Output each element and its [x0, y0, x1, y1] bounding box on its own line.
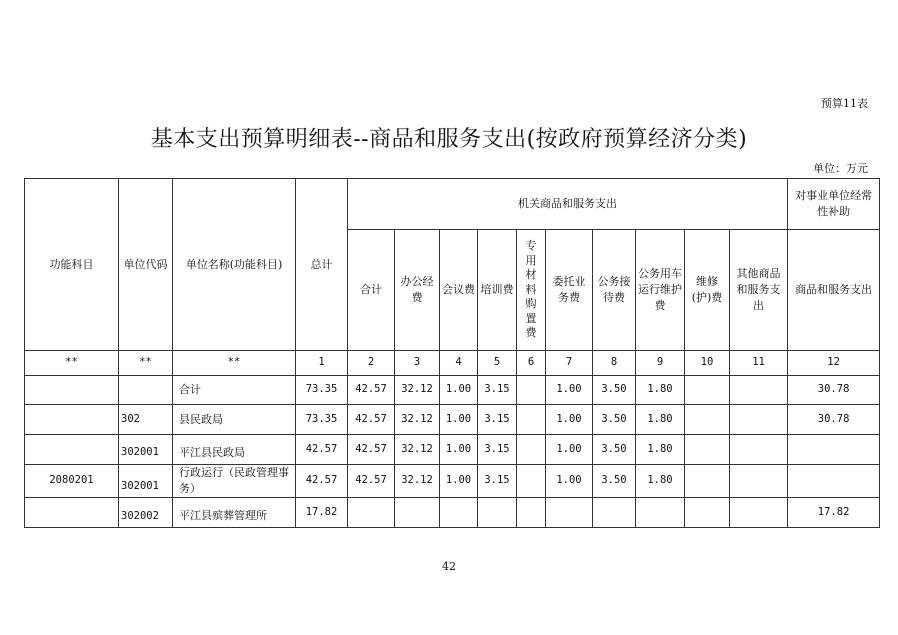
cell-func-subject: [25, 434, 119, 464]
index-cell: 8: [593, 351, 636, 376]
page-number: 42: [442, 560, 456, 573]
cell-peixun: 3.15: [478, 375, 517, 405]
cell-peixun: 3.15: [478, 434, 517, 464]
index-cell: 9: [636, 351, 685, 376]
cell-unit-code: [119, 375, 173, 405]
index-cell: 11: [730, 351, 788, 376]
table-row: [25, 434, 880, 464]
header-col-qita: 其他商品和服务支出: [730, 230, 788, 351]
header-org-group: 机关商品和服务支出: [348, 179, 788, 230]
header-subsidy-group: 对事业单位经常性补助: [788, 179, 880, 230]
index-cell: 10: [685, 351, 730, 376]
index-cell: 6: [517, 351, 546, 376]
header-func-subject: 功能科目: [25, 179, 119, 351]
cell-bangong: [395, 498, 440, 528]
table-row: [25, 375, 880, 405]
index-cell: 5: [478, 351, 517, 376]
index-cell: 2: [348, 351, 395, 376]
cell-bangong: 32.12: [395, 375, 440, 405]
cell-weixiu: [685, 464, 730, 498]
cell-gongwuche: 1.80: [636, 464, 685, 498]
header-total: 总计: [296, 179, 348, 351]
cell-qita: [730, 464, 788, 498]
cell-unit-code: 302: [119, 405, 173, 435]
header-col-heji: 合计: [348, 230, 395, 351]
header-col-zhuanyong-char: 用: [525, 253, 537, 267]
header-col-zhuanyong-char: 费: [525, 326, 537, 340]
cell-shangpin: [788, 464, 880, 498]
cell-weituo: [546, 498, 593, 528]
cell-weituo: 1.00: [546, 434, 593, 464]
cell-huiyi: 1.00: [440, 434, 478, 464]
header-col-gongwuche: 公务用车运行维护费: [636, 230, 685, 351]
header-col-zhuanyong: [517, 230, 546, 351]
cell-total: 42.57: [296, 464, 348, 498]
cell-gongwuche: 1.80: [636, 375, 685, 405]
cell-unit-name: 县民政局: [173, 405, 296, 435]
index-cell: **: [119, 351, 173, 376]
header-col-zhuanyong-char: 专: [525, 239, 537, 253]
cell-weixiu: [685, 498, 730, 528]
cell-jiedai: 3.50: [593, 464, 636, 498]
cell-unit-code: 302001: [119, 434, 173, 464]
cell-jiedai: 3.50: [593, 434, 636, 464]
index-cell: **: [173, 351, 296, 376]
cell-heji: [348, 498, 395, 528]
cell-weituo: 1.00: [546, 405, 593, 435]
budget-table: [24, 178, 880, 528]
cell-gongwuche: 1.80: [636, 405, 685, 435]
cell-qita: [730, 405, 788, 435]
cell-zhuanyong: [517, 434, 546, 464]
cell-unit-name: 平江县民政局: [173, 434, 296, 464]
cell-peixun: 3.15: [478, 405, 517, 435]
cell-shangpin: 17.82: [788, 498, 880, 528]
header-col-shangpin: 商品和服务支出: [788, 230, 880, 351]
cell-unit-name: 平江县殡葬管理所: [173, 498, 296, 528]
index-cell: 7: [546, 351, 593, 376]
cell-weixiu: [685, 434, 730, 464]
index-cell: 4: [440, 351, 478, 376]
header-col-bangong: 办公经费: [395, 230, 440, 351]
cell-total: 73.35: [296, 405, 348, 435]
cell-qita: [730, 375, 788, 405]
cell-huiyi: [440, 498, 478, 528]
header-col-huiyi: 会议费: [440, 230, 478, 351]
cell-peixun: [478, 498, 517, 528]
cell-unit-code: 302001: [119, 464, 173, 498]
header-col-jiedai: 公务接待费: [593, 230, 636, 351]
cell-total: 73.35: [296, 375, 348, 405]
cell-jiedai: [593, 498, 636, 528]
cell-heji: 42.57: [348, 405, 395, 435]
index-cell: 3: [395, 351, 440, 376]
cell-jiedai: 3.50: [593, 405, 636, 435]
cell-unit-name: 合计: [173, 375, 296, 405]
cell-weituo: 1.00: [546, 464, 593, 498]
cell-func-subject: [25, 375, 119, 405]
cell-unit-code: 302002: [119, 498, 173, 528]
cell-total: 42.57: [296, 434, 348, 464]
cell-weituo: 1.00: [546, 375, 593, 405]
header-col-zhuanyong-char: 置: [525, 311, 537, 325]
header-col-peixun: 培训费: [478, 230, 517, 351]
cell-func-subject: [25, 498, 119, 528]
index-row: [25, 351, 880, 376]
index-cell: **: [25, 351, 119, 376]
cell-huiyi: 1.00: [440, 405, 478, 435]
cell-zhuanyong: [517, 498, 546, 528]
cell-bangong: 32.12: [395, 405, 440, 435]
table-row: [25, 464, 880, 498]
cell-jiedai: 3.50: [593, 375, 636, 405]
cell-gongwuche: [636, 498, 685, 528]
cell-qita: [730, 498, 788, 528]
header-col-weituo: 委托业务费: [546, 230, 593, 351]
cell-zhuanyong: [517, 464, 546, 498]
index-cell: 12: [788, 351, 880, 376]
cell-shangpin: 30.78: [788, 405, 880, 435]
cell-qita: [730, 434, 788, 464]
cell-weixiu: [685, 405, 730, 435]
cell-unit-name: 行政运行（民政管理事务）: [173, 464, 296, 498]
cell-shangpin: [788, 434, 880, 464]
cell-bangong: 32.12: [395, 434, 440, 464]
cell-zhuanyong: [517, 405, 546, 435]
table-number: 预算11表: [821, 97, 868, 110]
header-unit-name: 单位名称(功能科目): [173, 179, 296, 351]
header-unit-code: 单位代码: [119, 179, 173, 351]
page-title: 基本支出预算明细表--商品和服务支出(按政府预算经济分类): [150, 127, 748, 152]
cell-weixiu: [685, 375, 730, 405]
header-col-zhuanyong-char: 购: [525, 297, 537, 311]
table-row: [25, 405, 880, 435]
cell-heji: 42.57: [348, 434, 395, 464]
cell-func-subject: 2080201: [25, 464, 119, 498]
cell-heji: 42.57: [348, 464, 395, 498]
header-col-weixiu: 维修(护)费: [685, 230, 730, 351]
cell-zhuanyong: [517, 375, 546, 405]
cell-heji: 42.57: [348, 375, 395, 405]
unit-label: 单位：万元: [813, 162, 868, 175]
cell-peixun: 3.15: [478, 464, 517, 498]
header-col-zhuanyong-char: 材: [525, 268, 537, 282]
cell-huiyi: 1.00: [440, 464, 478, 498]
cell-bangong: 32.12: [395, 464, 440, 498]
cell-shangpin: 30.78: [788, 375, 880, 405]
cell-func-subject: [25, 405, 119, 435]
header-col-zhuanyong-char: 料: [525, 282, 537, 296]
table-row: [25, 498, 880, 528]
cell-total: 17.82: [296, 498, 348, 528]
cell-huiyi: 1.00: [440, 375, 478, 405]
index-cell: 1: [296, 351, 348, 376]
cell-gongwuche: 1.80: [636, 434, 685, 464]
